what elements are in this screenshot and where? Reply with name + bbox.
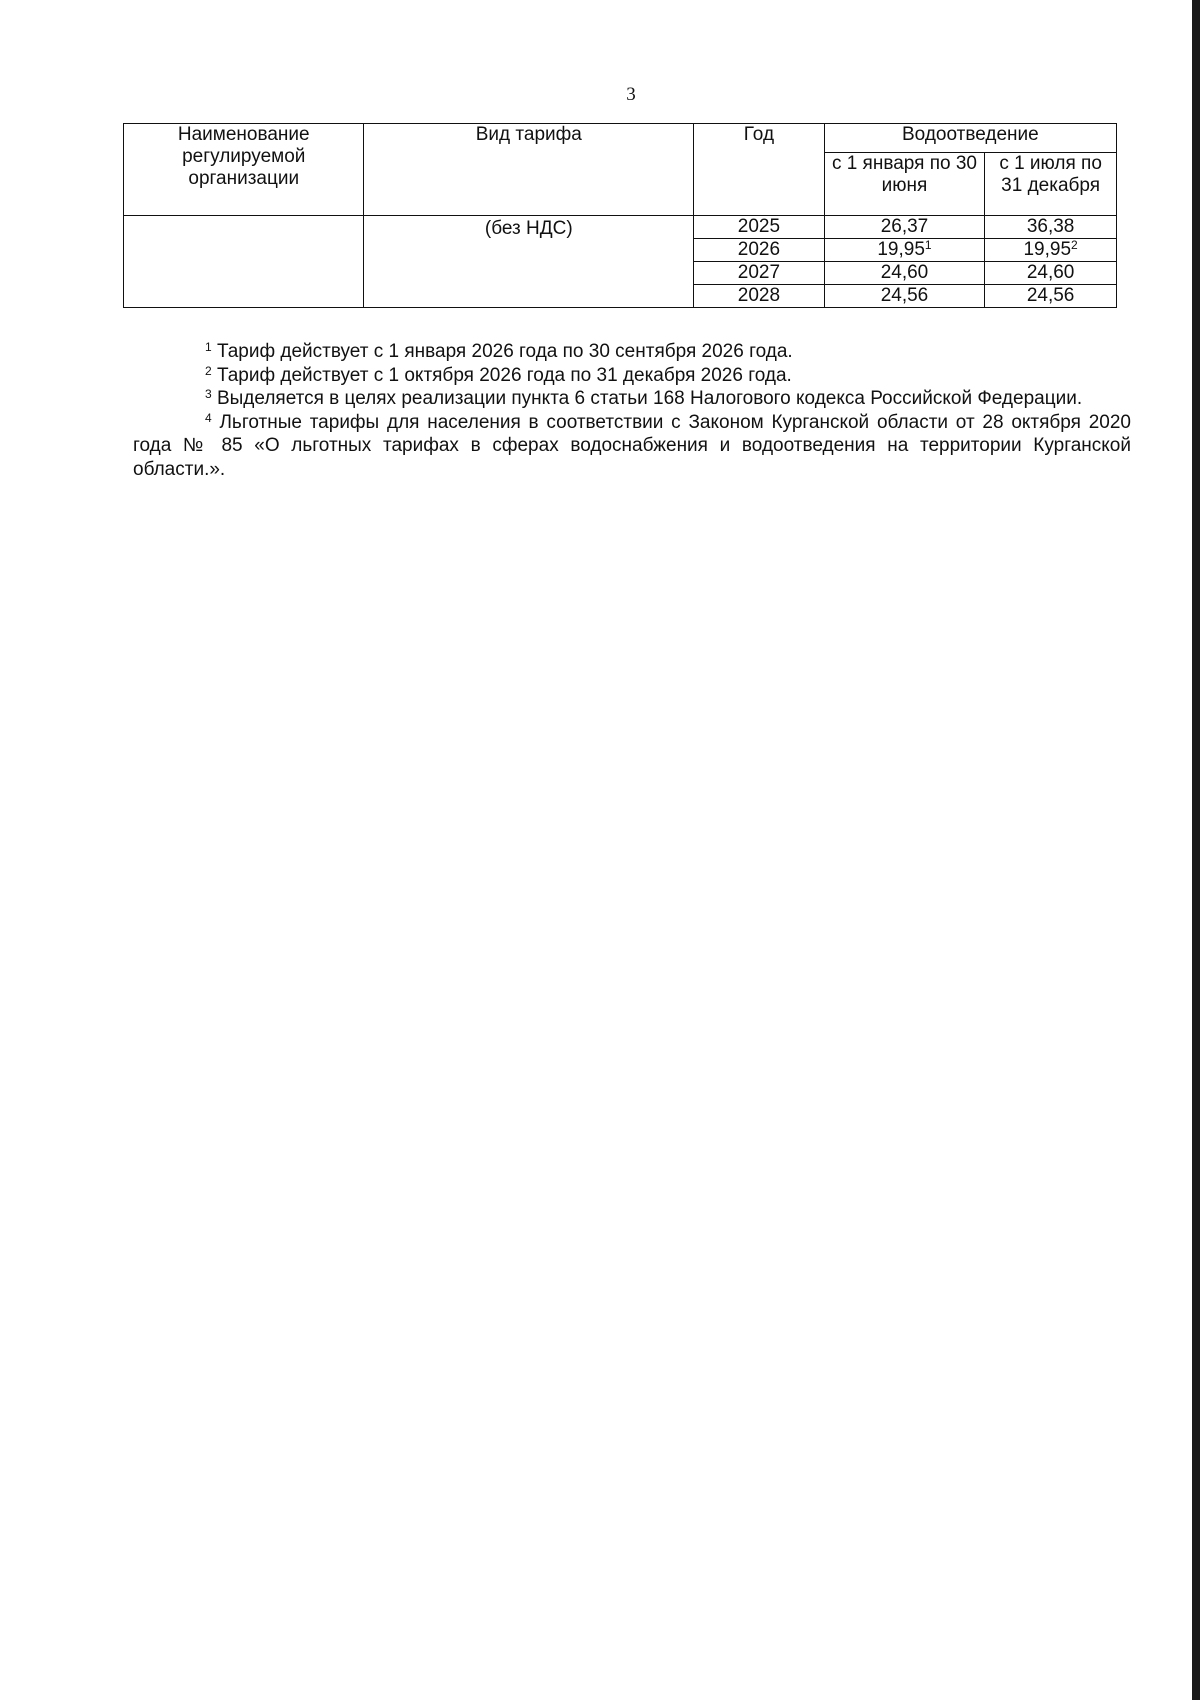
footnote-mark: 3 — [205, 387, 212, 401]
header-tariff-type: Вид тарифа — [364, 124, 694, 216]
footnote-text: Тариф действует с 1 января 2026 года по 30 сентября 2026 года. — [211, 341, 793, 362]
cell-tariff-type: (без НДС) — [364, 216, 694, 308]
footnote — [133, 340, 1131, 364]
footnote — [133, 364, 1131, 388]
footnote — [133, 387, 1131, 411]
page-number: 3 — [626, 84, 636, 105]
value: 24,60 — [1026, 262, 1075, 283]
footnote-ref: 1 — [924, 238, 932, 252]
cell-value-period-1 — [824, 262, 985, 285]
value: 24,56 — [1026, 285, 1075, 306]
footnote-mark: 1 — [205, 340, 212, 354]
cell-year: 2027 — [694, 262, 825, 285]
cell-value-period-2 — [985, 216, 1117, 239]
value: 26,37 — [880, 216, 929, 237]
footnote-text: Выделяется в целях реализации пункта 6 статьи 168 Налогового кодекса Российской Федерации. — [211, 388, 1083, 409]
footnote-mark: 2 — [205, 363, 212, 378]
cell-value-period-2 — [985, 285, 1117, 308]
cell-organization — [124, 216, 364, 308]
table-row — [124, 216, 1117, 239]
tariff-table — [123, 123, 1117, 308]
header-period-2: с 1 июля по 31 декабря — [985, 153, 1117, 216]
cell-value-period-1 — [824, 239, 985, 262]
value: 36,38 — [1026, 216, 1075, 237]
cell-value-period-2 — [985, 239, 1117, 262]
value: 19,95 — [1023, 239, 1072, 260]
cell-year: 2026 — [694, 239, 825, 262]
footnote-ref: 2 — [1071, 238, 1078, 252]
header-group-water-disposal: Водоотведение — [824, 124, 1116, 153]
footnote-text: Тариф действует с 1 октября 2026 года по 31 декабря 2026 года. — [211, 364, 792, 386]
scan-right-edge — [1192, 0, 1200, 1700]
footnotes — [133, 340, 1131, 481]
value: 24,56 — [880, 285, 929, 306]
cell-year: 2028 — [694, 285, 825, 308]
header-organization: Наименование регулируемой организации — [124, 124, 364, 216]
cell-value-period-2 — [985, 262, 1117, 285]
footnote — [133, 411, 1131, 482]
footnote-mark: 4 — [205, 410, 212, 425]
table-header-row — [124, 124, 1117, 153]
footnote-text: Льготные тарифы для населения в соответствии с Законом Курганской области от 28 октября 2020 года № 85 «О льготных тарифах в сферах водоснабжения и водоотведения на территории Курганской области.». — [133, 411, 1131, 480]
cell-value-period-1 — [824, 216, 985, 239]
value: 24,60 — [880, 262, 929, 283]
value: 19,95 — [877, 239, 925, 260]
cell-value-period-1 — [824, 285, 985, 308]
header-year: Год — [694, 124, 825, 216]
header-period-1: с 1 января по 30 июня — [824, 153, 985, 216]
cell-year: 2025 — [694, 216, 825, 239]
